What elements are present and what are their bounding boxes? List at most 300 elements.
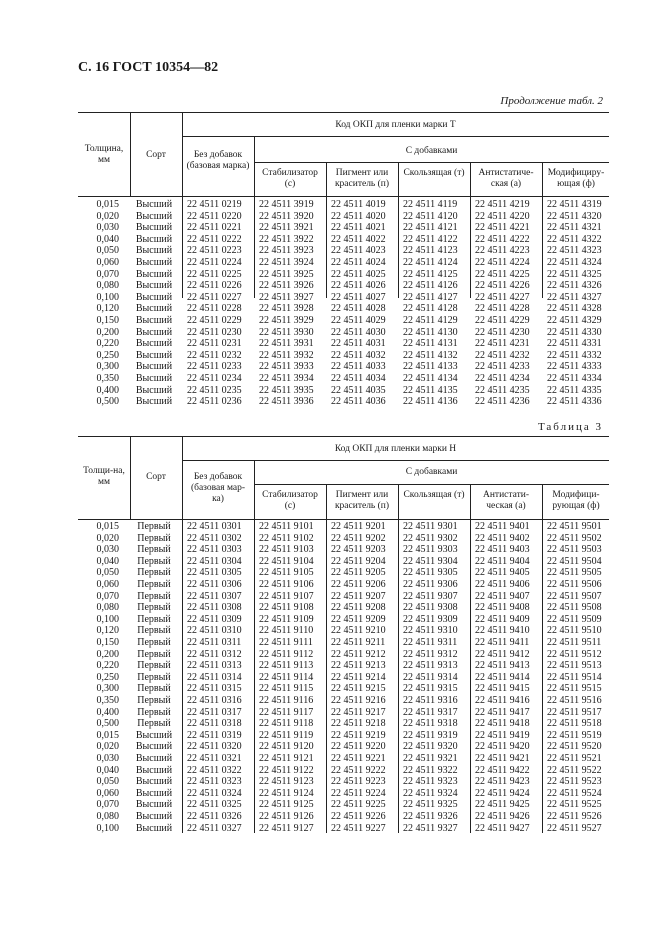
grade-cell: Первый bbox=[137, 521, 171, 532]
code-pigment-cell: 22 4511 9201 bbox=[331, 521, 386, 532]
code-slip-cell: 22 4511 9310 bbox=[403, 625, 458, 637]
grade-cell: Высший bbox=[135, 753, 173, 764]
code-pigment-cell: 22 4511 9210 bbox=[331, 625, 386, 637]
code-stabilizer-cell: 22 4511 9119 bbox=[259, 729, 314, 741]
thickness-cell: 0,250 bbox=[96, 349, 119, 361]
code-base-cell: 22 4511 0308 bbox=[187, 602, 242, 614]
code-antistatic-cell: 22 4511 9419 bbox=[475, 729, 530, 741]
grade-cell: Высший bbox=[135, 338, 173, 350]
grade-cell: Высший bbox=[135, 291, 173, 303]
code-modifying-cell: 22 4511 9514 bbox=[547, 671, 602, 683]
table-row bbox=[78, 350, 609, 362]
thickness-cell: 0,030 bbox=[96, 222, 119, 234]
code-antistatic-cell: 22 4511 9405 bbox=[475, 567, 530, 579]
table-row bbox=[78, 338, 609, 350]
code-modifying-cell: 22 4511 9521 bbox=[547, 753, 602, 764]
thickness-cell: 0,250 bbox=[96, 671, 119, 683]
code-stabilizer-cell: 22 4511 9113 bbox=[259, 660, 314, 672]
code-slip-cell: 22 4511 4126 bbox=[403, 280, 458, 292]
code-pigment-cell: 22 4511 9216 bbox=[331, 695, 386, 706]
code-stabilizer-cell: 22 4511 9122 bbox=[259, 764, 314, 776]
code-slip-cell: 22 4511 9325 bbox=[403, 799, 458, 811]
code-stabilizer-cell: 22 4511 3929 bbox=[259, 315, 314, 326]
code-modifying-cell: 22 4511 9525 bbox=[547, 799, 602, 811]
table-row bbox=[78, 707, 609, 719]
header-pigment: Пигмент или краситель (п) bbox=[334, 490, 390, 511]
code-stabilizer-cell: 22 4511 3922 bbox=[259, 233, 314, 245]
code-base-cell: 22 4511 0222 bbox=[187, 233, 242, 245]
thickness-cell: 0,015 bbox=[96, 199, 119, 210]
code-base-cell: 22 4511 0322 bbox=[187, 764, 242, 776]
thickness-cell: 0,100 bbox=[96, 822, 119, 834]
thickness-cell: 0,050 bbox=[96, 776, 119, 788]
code-modifying-cell: 22 4511 9513 bbox=[547, 660, 602, 672]
code-stabilizer-cell: 22 4511 9121 bbox=[259, 753, 314, 764]
code-slip-cell: 22 4511 4120 bbox=[403, 210, 458, 222]
table-row bbox=[78, 396, 609, 408]
header-antistatic: Антистатиче-ская (а) bbox=[478, 168, 534, 189]
code-pigment-cell: 22 4511 9203 bbox=[331, 544, 386, 556]
table-row bbox=[78, 245, 609, 257]
code-antistatic-cell: 22 4511 4235 bbox=[475, 384, 530, 396]
code-slip-cell: 22 4511 4129 bbox=[403, 315, 458, 326]
code-antistatic-cell: 22 4511 9425 bbox=[475, 799, 530, 811]
grade-cell: Первый bbox=[137, 602, 171, 614]
code-antistatic-cell: 22 4511 9427 bbox=[475, 822, 530, 834]
header-stabilizer: Стабилизатор (с) bbox=[262, 490, 318, 511]
code-base-cell: 22 4511 0310 bbox=[187, 625, 242, 637]
code-modifying-cell: 22 4511 9516 bbox=[547, 695, 602, 706]
code-base-cell: 22 4511 0226 bbox=[187, 280, 242, 292]
code-base-cell: 22 4511 0307 bbox=[187, 590, 242, 602]
grade-cell: Первый bbox=[137, 648, 171, 660]
code-base-cell: 22 4511 0223 bbox=[187, 245, 242, 257]
thickness-cell: 0,100 bbox=[96, 291, 119, 303]
grade-cell: Высший bbox=[135, 729, 173, 741]
code-antistatic-cell: 22 4511 9420 bbox=[475, 741, 530, 753]
code-antistatic-cell: 22 4511 9401 bbox=[475, 521, 530, 532]
thickness-cell: 0,040 bbox=[96, 764, 119, 776]
code-pigment-cell: 22 4511 9220 bbox=[331, 741, 386, 753]
code-modifying-cell: 22 4511 4336 bbox=[547, 396, 602, 408]
code-slip-cell: 22 4511 9302 bbox=[403, 532, 458, 544]
code-pigment-cell: 22 4511 9213 bbox=[331, 660, 386, 672]
code-modifying-cell: 22 4511 4322 bbox=[547, 233, 602, 245]
table-row bbox=[78, 579, 609, 591]
code-slip-cell: 22 4511 9327 bbox=[403, 822, 458, 834]
code-base-cell: 22 4511 0225 bbox=[187, 268, 242, 280]
grade-cell: Высший bbox=[135, 764, 173, 776]
thickness-cell: 0,220 bbox=[96, 660, 119, 672]
code-slip-cell: 22 4511 4127 bbox=[403, 291, 458, 303]
code-stabilizer-cell: 22 4511 9104 bbox=[259, 555, 314, 567]
grade-cell: Первый bbox=[137, 695, 171, 706]
code-pigment-cell: 22 4511 4034 bbox=[331, 373, 386, 384]
code-stabilizer-cell: 22 4511 3936 bbox=[259, 396, 314, 408]
grade-cell: Первый bbox=[137, 590, 171, 602]
code-antistatic-cell: 22 4511 4224 bbox=[475, 257, 530, 268]
code-slip-cell: 22 4511 9319 bbox=[403, 729, 458, 741]
code-stabilizer-cell: 22 4511 3934 bbox=[259, 373, 314, 384]
code-pigment-cell: 22 4511 9217 bbox=[331, 706, 386, 718]
table-row bbox=[78, 303, 609, 315]
table-row bbox=[78, 385, 609, 397]
code-modifying-cell: 22 4511 9520 bbox=[547, 741, 602, 753]
code-modifying-cell: 22 4511 4326 bbox=[547, 280, 602, 292]
code-stabilizer-cell: 22 4511 9118 bbox=[259, 718, 314, 730]
code-modifying-cell: 22 4511 9506 bbox=[547, 579, 602, 590]
code-modifying-cell: 22 4511 9527 bbox=[547, 822, 602, 834]
code-antistatic-cell: 22 4511 4222 bbox=[475, 233, 530, 245]
code-stabilizer-cell: 22 4511 3927 bbox=[259, 291, 314, 303]
thickness-cell: 0,040 bbox=[96, 555, 119, 567]
code-base-cell: 22 4511 0312 bbox=[187, 648, 242, 660]
continuation-note: Продолжение табл. 2 bbox=[500, 95, 603, 107]
code-antistatic-cell: 22 4511 4228 bbox=[475, 303, 530, 315]
code-slip-cell: 22 4511 4132 bbox=[403, 349, 458, 361]
code-antistatic-cell: 22 4511 9407 bbox=[475, 590, 530, 602]
table-row bbox=[78, 672, 609, 684]
grade-cell: Первый bbox=[137, 706, 171, 718]
thickness-cell: 0,400 bbox=[96, 384, 119, 396]
thickness-cell: 0,070 bbox=[96, 799, 119, 811]
thickness-cell: 0,040 bbox=[96, 233, 119, 245]
code-stabilizer-cell: 22 4511 3920 bbox=[259, 210, 314, 222]
code-pigment-cell: 22 4511 4022 bbox=[331, 233, 386, 245]
grade-cell: Высший bbox=[135, 199, 173, 210]
table-row bbox=[78, 556, 609, 568]
code-stabilizer-cell: 22 4511 9102 bbox=[259, 532, 314, 544]
code-stabilizer-cell: 22 4511 9108 bbox=[259, 602, 314, 614]
code-pigment-cell: 22 4511 4033 bbox=[331, 361, 386, 373]
table-row bbox=[78, 649, 609, 661]
table-row bbox=[78, 567, 609, 579]
grade-cell: Высший bbox=[135, 349, 173, 361]
code-base-cell: 22 4511 0220 bbox=[187, 210, 242, 222]
header-okp: Код ОКП для пленки марки Н bbox=[334, 444, 457, 454]
code-base-cell: 22 4511 0221 bbox=[187, 222, 242, 234]
code-stabilizer-cell: 22 4511 9116 bbox=[259, 695, 314, 706]
header-thickness: Толщина, мм bbox=[84, 144, 124, 165]
code-slip-cell: 22 4511 9312 bbox=[403, 648, 458, 660]
page-header: С. 16 ГОСТ 10354—82 bbox=[78, 60, 219, 75]
table-row bbox=[78, 614, 609, 626]
table-row bbox=[78, 776, 609, 788]
code-stabilizer-cell: 22 4511 9125 bbox=[259, 799, 314, 811]
code-base-cell: 22 4511 0234 bbox=[187, 373, 242, 384]
code-modifying-cell: 22 4511 9524 bbox=[547, 787, 602, 799]
code-stabilizer-cell: 22 4511 9115 bbox=[259, 683, 314, 695]
code-base-cell: 22 4511 0219 bbox=[187, 199, 242, 210]
code-modifying-cell: 22 4511 4323 bbox=[547, 245, 602, 257]
header-pigment: Пигмент или краситель (п) bbox=[334, 168, 390, 189]
code-modifying-cell: 22 4511 9502 bbox=[547, 532, 602, 544]
code-base-cell: 22 4511 0305 bbox=[187, 567, 242, 579]
table-row bbox=[78, 544, 609, 556]
table-row bbox=[78, 765, 609, 777]
grade-cell: Первый bbox=[137, 718, 171, 730]
grade-cell: Высший bbox=[135, 315, 173, 326]
code-stabilizer-cell: 22 4511 3935 bbox=[259, 384, 314, 396]
header-no-additives: Без добавок (базовая марка) bbox=[186, 150, 250, 171]
code-base-cell: 22 4511 0321 bbox=[187, 753, 242, 764]
code-stabilizer-cell: 22 4511 9101 bbox=[259, 521, 314, 532]
code-modifying-cell: 22 4511 9519 bbox=[547, 729, 602, 741]
code-slip-cell: 22 4511 9308 bbox=[403, 602, 458, 614]
code-stabilizer-cell: 22 4511 9105 bbox=[259, 567, 314, 579]
table-row bbox=[78, 269, 609, 281]
code-slip-cell: 22 4511 4130 bbox=[403, 326, 458, 338]
code-base-cell: 22 4511 0326 bbox=[187, 811, 242, 822]
code-antistatic-cell: 22 4511 4223 bbox=[475, 245, 530, 257]
code-pigment-cell: 22 4511 4035 bbox=[331, 384, 386, 396]
code-antistatic-cell: 22 4511 9403 bbox=[475, 544, 530, 556]
code-modifying-cell: 22 4511 9523 bbox=[547, 776, 602, 788]
grade-cell: Высший bbox=[135, 326, 173, 338]
code-stabilizer-cell: 22 4511 3921 bbox=[259, 222, 314, 234]
table-row bbox=[78, 211, 609, 223]
code-base-cell: 22 4511 0230 bbox=[187, 326, 242, 338]
code-modifying-cell: 22 4511 9518 bbox=[547, 718, 602, 730]
code-pigment-cell: 22 4511 9225 bbox=[331, 799, 386, 811]
thickness-cell: 0,015 bbox=[96, 521, 119, 532]
code-pigment-cell: 22 4511 4032 bbox=[331, 349, 386, 361]
thickness-cell: 0,220 bbox=[96, 338, 119, 350]
table-row bbox=[78, 602, 609, 614]
thickness-cell: 0,150 bbox=[96, 637, 119, 648]
code-base-cell: 22 4511 0228 bbox=[187, 303, 242, 315]
code-slip-cell: 22 4511 4128 bbox=[403, 303, 458, 315]
grade-cell: Первый bbox=[137, 625, 171, 637]
code-slip-cell: 22 4511 9318 bbox=[403, 718, 458, 730]
code-slip-cell: 22 4511 9315 bbox=[403, 683, 458, 695]
code-stabilizer-cell: 22 4511 3925 bbox=[259, 268, 314, 280]
code-stabilizer-cell: 22 4511 3919 bbox=[259, 199, 314, 210]
grade-cell: Первый bbox=[137, 567, 171, 579]
code-modifying-cell: 22 4511 4333 bbox=[547, 361, 602, 373]
code-modifying-cell: 22 4511 4320 bbox=[547, 210, 602, 222]
code-pigment-cell: 22 4511 9207 bbox=[331, 590, 386, 602]
grade-cell: Высший bbox=[135, 210, 173, 222]
thickness-cell: 0,060 bbox=[96, 787, 119, 799]
code-antistatic-cell: 22 4511 4221 bbox=[475, 222, 530, 234]
grade-cell: Первый bbox=[137, 613, 171, 625]
code-stabilizer-cell: 22 4511 9127 bbox=[259, 822, 314, 834]
grade-cell: Первый bbox=[137, 555, 171, 567]
code-base-cell: 22 4511 0233 bbox=[187, 361, 242, 373]
thickness-cell: 0,100 bbox=[96, 613, 119, 625]
code-pigment-cell: 22 4511 4019 bbox=[331, 199, 386, 210]
code-pigment-cell: 22 4511 4031 bbox=[331, 338, 386, 350]
code-modifying-cell: 22 4511 4329 bbox=[547, 315, 602, 326]
code-slip-cell: 22 4511 4123 bbox=[403, 245, 458, 257]
code-base-cell: 22 4511 0232 bbox=[187, 349, 242, 361]
code-slip-cell: 22 4511 9323 bbox=[403, 776, 458, 788]
code-base-cell: 22 4511 0303 bbox=[187, 544, 242, 556]
code-slip-cell: 22 4511 4134 bbox=[403, 373, 458, 384]
code-antistatic-cell: 22 4511 9410 bbox=[475, 625, 530, 637]
code-stabilizer-cell: 22 4511 9124 bbox=[259, 787, 314, 799]
thickness-cell: 0,080 bbox=[96, 811, 119, 822]
code-pigment-cell: 22 4511 4036 bbox=[331, 396, 386, 408]
code-antistatic-cell: 22 4511 9412 bbox=[475, 648, 530, 660]
code-pigment-cell: 22 4511 4026 bbox=[331, 280, 386, 292]
code-stabilizer-cell: 22 4511 3923 bbox=[259, 245, 314, 257]
code-antistatic-cell: 22 4511 9417 bbox=[475, 706, 530, 718]
code-slip-cell: 22 4511 4133 bbox=[403, 361, 458, 373]
code-stabilizer-cell: 22 4511 9123 bbox=[259, 776, 314, 788]
code-modifying-cell: 22 4511 4321 bbox=[547, 222, 602, 234]
code-pigment-cell: 22 4511 9206 bbox=[331, 579, 386, 590]
table-row bbox=[78, 280, 609, 292]
code-pigment-cell: 22 4511 4025 bbox=[331, 268, 386, 280]
code-base-cell: 22 4511 0313 bbox=[187, 660, 242, 672]
code-base-cell: 22 4511 0314 bbox=[187, 671, 242, 683]
code-pigment-cell: 22 4511 9223 bbox=[331, 776, 386, 788]
code-base-cell: 22 4511 0229 bbox=[187, 315, 242, 326]
code-slip-cell: 22 4511 9311 bbox=[403, 637, 458, 648]
table-3-title: Таблица 3 bbox=[537, 421, 603, 433]
header-slip: Скользящая (т) bbox=[403, 168, 465, 178]
code-antistatic-cell: 22 4511 9408 bbox=[475, 602, 530, 614]
table-row bbox=[78, 730, 609, 742]
header-okp: Код ОКП для пленки марки Т bbox=[335, 120, 456, 130]
code-modifying-cell: 22 4511 9512 bbox=[547, 648, 602, 660]
code-antistatic-cell: 22 4511 9422 bbox=[475, 764, 530, 776]
code-slip-cell: 22 4511 9321 bbox=[403, 753, 458, 764]
code-base-cell: 22 4511 0231 bbox=[187, 338, 242, 350]
table-row bbox=[78, 695, 609, 707]
code-stabilizer-cell: 22 4511 3931 bbox=[259, 338, 314, 350]
code-modifying-cell: 22 4511 9510 bbox=[547, 625, 602, 637]
code-slip-cell: 22 4511 4131 bbox=[403, 338, 458, 350]
code-base-cell: 22 4511 0319 bbox=[187, 729, 242, 741]
code-stabilizer-cell: 22 4511 9107 bbox=[259, 590, 314, 602]
code-antistatic-cell: 22 4511 9421 bbox=[475, 753, 530, 764]
table-row bbox=[78, 637, 609, 649]
grade-cell: Первый bbox=[137, 544, 171, 556]
code-slip-cell: 22 4511 9301 bbox=[403, 521, 458, 532]
code-pigment-cell: 22 4511 9227 bbox=[331, 822, 386, 834]
grade-cell: Первый bbox=[137, 579, 171, 590]
code-modifying-cell: 22 4511 9515 bbox=[547, 683, 602, 695]
code-slip-cell: 22 4511 9322 bbox=[403, 764, 458, 776]
code-modifying-cell: 22 4511 9507 bbox=[547, 590, 602, 602]
table-row bbox=[78, 741, 609, 753]
code-pigment-cell: 22 4511 9208 bbox=[331, 602, 386, 614]
code-pigment-cell: 22 4511 4029 bbox=[331, 315, 386, 326]
thickness-cell: 0,030 bbox=[96, 544, 119, 556]
code-antistatic-cell: 22 4511 9415 bbox=[475, 683, 530, 695]
code-stabilizer-cell: 22 4511 3930 bbox=[259, 326, 314, 338]
code-modifying-cell: 22 4511 4319 bbox=[547, 199, 602, 210]
code-stabilizer-cell: 22 4511 9117 bbox=[259, 706, 314, 718]
code-slip-cell: 22 4511 4125 bbox=[403, 268, 458, 280]
grade-cell: Высший bbox=[135, 245, 173, 257]
grade-cell: Первый bbox=[137, 637, 171, 648]
code-antistatic-cell: 22 4511 4232 bbox=[475, 349, 530, 361]
code-pigment-cell: 22 4511 9222 bbox=[331, 764, 386, 776]
thickness-cell: 0,400 bbox=[96, 706, 119, 718]
code-antistatic-cell: 22 4511 9402 bbox=[475, 532, 530, 544]
code-base-cell: 22 4511 0325 bbox=[187, 799, 242, 811]
code-stabilizer-cell: 22 4511 3932 bbox=[259, 349, 314, 361]
grade-cell: Высший bbox=[135, 396, 173, 408]
thickness-cell: 0,120 bbox=[96, 303, 119, 315]
code-antistatic-cell: 22 4511 4233 bbox=[475, 361, 530, 373]
code-stabilizer-cell: 22 4511 9103 bbox=[259, 544, 314, 556]
code-antistatic-cell: 22 4511 4231 bbox=[475, 338, 530, 350]
thickness-cell: 0,020 bbox=[96, 210, 119, 222]
code-modifying-cell: 22 4511 9504 bbox=[547, 555, 602, 567]
code-antistatic-cell: 22 4511 9424 bbox=[475, 787, 530, 799]
header-grade: Сорт bbox=[146, 472, 166, 482]
code-slip-cell: 22 4511 9324 bbox=[403, 787, 458, 799]
code-base-cell: 22 4511 0316 bbox=[187, 695, 242, 706]
code-modifying-cell: 22 4511 4324 bbox=[547, 257, 602, 268]
table-row bbox=[78, 660, 609, 672]
code-slip-cell: 22 4511 4124 bbox=[403, 257, 458, 268]
table-row bbox=[78, 257, 609, 269]
table-row bbox=[78, 788, 609, 800]
table-row bbox=[78, 327, 609, 339]
code-antistatic-cell: 22 4511 9413 bbox=[475, 660, 530, 672]
grade-cell: Высший bbox=[135, 799, 173, 811]
code-slip-cell: 22 4511 9317 bbox=[403, 706, 458, 718]
code-slip-cell: 22 4511 9305 bbox=[403, 567, 458, 579]
table-row bbox=[78, 521, 609, 533]
code-base-cell: 22 4511 0304 bbox=[187, 555, 242, 567]
grade-cell: Высший bbox=[135, 280, 173, 292]
code-stabilizer-cell: 22 4511 9120 bbox=[259, 741, 314, 753]
code-modifying-cell: 22 4511 9501 bbox=[547, 521, 602, 532]
code-slip-cell: 22 4511 9303 bbox=[403, 544, 458, 556]
code-modifying-cell: 22 4511 4331 bbox=[547, 338, 602, 350]
code-slip-cell: 22 4511 9309 bbox=[403, 613, 458, 625]
code-modifying-cell: 22 4511 4332 bbox=[547, 349, 602, 361]
code-base-cell: 22 4511 0324 bbox=[187, 787, 242, 799]
code-antistatic-cell: 22 4511 9414 bbox=[475, 671, 530, 683]
code-antistatic-cell: 22 4511 4227 bbox=[475, 291, 530, 303]
table-row bbox=[78, 811, 609, 823]
code-modifying-cell: 22 4511 4327 bbox=[547, 291, 602, 303]
code-antistatic-cell: 22 4511 9411 bbox=[475, 637, 530, 648]
grade-cell: Первый bbox=[137, 532, 171, 544]
code-stabilizer-cell: 22 4511 9114 bbox=[259, 671, 314, 683]
code-slip-cell: 22 4511 9320 bbox=[403, 741, 458, 753]
code-modifying-cell: 22 4511 9503 bbox=[547, 544, 602, 556]
grade-cell: Высший bbox=[135, 811, 173, 822]
code-modifying-cell: 22 4511 4330 bbox=[547, 326, 602, 338]
code-base-cell: 22 4511 0323 bbox=[187, 776, 242, 788]
code-pigment-cell: 22 4511 4030 bbox=[331, 326, 386, 338]
thickness-cell: 0,050 bbox=[96, 245, 119, 257]
code-pigment-cell: 22 4511 4021 bbox=[331, 222, 386, 234]
thickness-cell: 0,020 bbox=[96, 532, 119, 544]
code-pigment-cell: 22 4511 9224 bbox=[331, 787, 386, 799]
code-modifying-cell: 22 4511 4334 bbox=[547, 373, 602, 384]
code-pigment-cell: 22 4511 9226 bbox=[331, 811, 386, 822]
code-base-cell: 22 4511 0227 bbox=[187, 291, 242, 303]
code-base-cell: 22 4511 0235 bbox=[187, 384, 242, 396]
code-slip-cell: 22 4511 4121 bbox=[403, 222, 458, 234]
code-slip-cell: 22 4511 4119 bbox=[403, 199, 458, 210]
code-base-cell: 22 4511 0302 bbox=[187, 532, 242, 544]
header-modifying: Модифици-рующая (ф) bbox=[552, 490, 600, 511]
code-pigment-cell: 22 4511 9215 bbox=[331, 683, 386, 695]
code-slip-cell: 22 4511 9316 bbox=[403, 695, 458, 706]
code-stabilizer-cell: 22 4511 9106 bbox=[259, 579, 314, 590]
